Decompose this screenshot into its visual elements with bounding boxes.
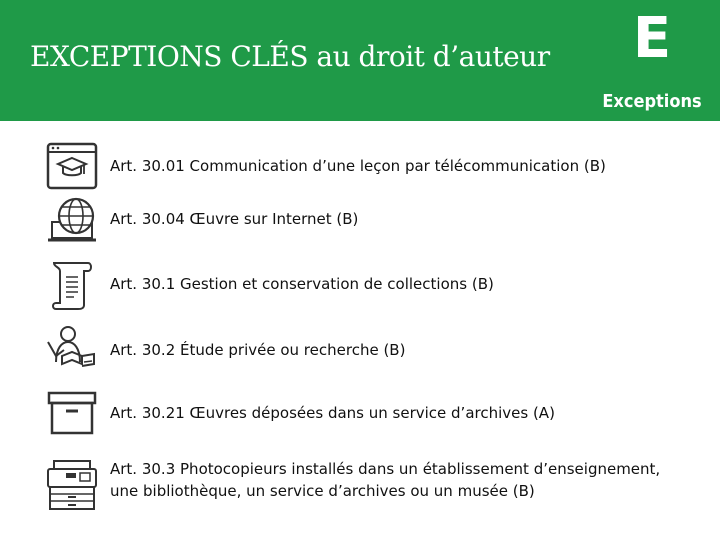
header-banner (0, 0, 720, 121)
exception-text: Art. 30.1 Gestion et conservation de collections (B) (110, 275, 494, 293)
globe-laptop-icon (44, 192, 100, 248)
exception-text: Art. 30.04 Œuvre sur Internet (B) (110, 210, 359, 228)
exception-text: Art. 30.21 Œuvres déposées dans un service d’archives (A) (110, 404, 555, 422)
exception-text: Art. 30.01 Communication d’une leçon par télécommunication (B) (110, 157, 606, 175)
photocopier-icon (44, 457, 100, 513)
page-title: EXCEPTIONS CLÉS au droit d’auteur (30, 40, 550, 73)
exceptions-badge-letter: E (632, 6, 672, 71)
exception-text: Art. 30.2 Étude privée ou recherche (B) (110, 341, 406, 359)
online-course-icon (44, 140, 100, 196)
scroll-document-icon (44, 257, 100, 313)
exception-text: Art. 30.3 Photocopieurs installés dans un établissement d’enseignement, une bibliothèque, un service d’archives ou un musée (B) (110, 460, 661, 500)
archive-box-icon (44, 385, 100, 441)
exceptions-badge-label: Exceptions (602, 91, 702, 112)
student-reading-icon (44, 322, 100, 378)
